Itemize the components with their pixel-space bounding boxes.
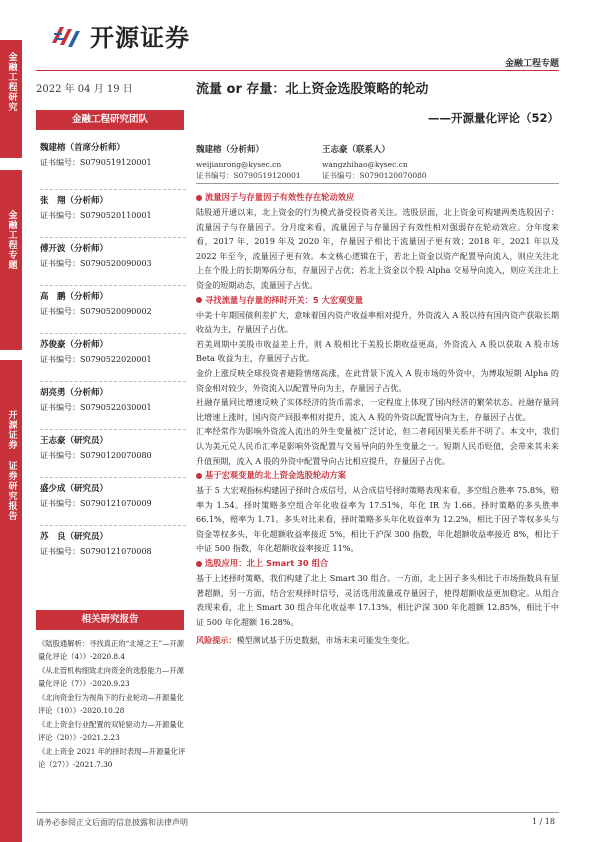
related-report-link[interactable]: 《北上资金 2021 年的择时表现—开源量化评论（27）》-2021.7.30 [38,747,186,769]
analyst-item [40,141,186,189]
body-paragraph: 陆股通开通以来，北上资金的行为模式备受投资者关注。选股层面，北上资金可构建两类选股因子：流量因子与存量因子。分月度来看，流量因子与存量因子有效性相对强弱存在轮动效应。分年度来看，2017 年、2019 年及 2020 年，存量因子相比于流量因子更有效；2018 年、2021 年以及 2022 年至今，流量因子更有效。本文核心逻辑在于，若北上资金以资产配置导向流入，则应关注北上在个股上的长期筹码分布，存量因子占优；若北上资金以个股 Alpha 交易导向流入，则应关注北上资金的短期动态，流量因子占优。 [196,207,559,290]
bullet-icon [196,561,202,567]
author-name: 王志豪（联系人） [322,145,391,155]
body-paragraph: 汇率经常作为影响外资流入流出的外生变量被广泛讨论，但二者间因果关系并不明了。本文中，我们认为美元兑人民币汇率是影响外资配置与交易导向的外生变量之一。短期人民币贬值，会带来其未来升值预期，流入 A 股的外资中配置导向占比相应提升，存量因子占优。 [196,426,559,466]
analyst-cert: 证书编号：S0790520110001 [40,211,152,220]
bullet-icon [196,195,202,201]
analyst-item [40,285,186,333]
footer-disclaimer: 请务必参阅正文后面的信息披露和法律声明 [36,818,188,827]
analyst-name: 苏俊豪（分析师） [40,340,109,350]
section-heading-text: 基于宏观变量的北上资金选股轮动方案 [205,470,347,481]
analyst-item [40,429,186,477]
risk-text: 模型测试基于历史数据，市场未来可能发生变化。 [236,635,415,646]
strip-label-topic: 金融工程专题 [6,210,17,270]
analyst-list [40,137,186,573]
strip-label-report: 开源证券 证券研究报告 [6,410,17,521]
strip-segment-research [0,40,22,158]
logo-text: 开源证券 [90,24,190,52]
section-heading [196,556,559,571]
section-heading-text: 流量因子与存量因子有效性存在轮动效应 [205,192,355,202]
logo-icon [50,21,84,51]
related-report-link[interactable]: 《北上资金行业配置的双轮驱动力—开源量化评论（20）》-2021.2.23 [38,720,184,742]
body-paragraph: 基于 5 大宏观指标构建因子择时合成信号，从合成信号择时策略表现来看，多空组合胜率 75.8%，赔率为 1.54。择时策略多空组合年化收益率为 17.51%，年化 IR 为 1.66。择时策略的多头胜率 66.1%，赔率为 1.71。多头对比来看，择时策略多头年化收益率为 12.2%，相比于因子等权多头与资金等权多头，年化超额收益率接近 5%，相比于沪深 300 指数，年化超额收益率接近 8%，相比于中证 500 指数，年化超额收益率接近 11%。 [196,485,559,554]
report-body [196,190,559,648]
report-subtitle: ——开源量化评论（52） [427,111,559,125]
analyst-item [40,477,186,525]
footer-divider [36,812,559,813]
analyst-cert: 证书编号：S0790121070008 [40,547,152,556]
analyst-cert: 证书编号：S0790519120001 [40,158,152,167]
analyst-cert: 证书编号：S0790121070009 [40,499,152,508]
section-heading [196,293,559,308]
body-paragraph: 中美十年期国债利差扩大，意味着国内资产收益率相对提升，外资流入 A 股以持有国内资产获取长期收益为主，存量因子占优。 [196,309,559,335]
author-cert: 证书编号：S0790120070080 [322,171,427,180]
left-strip [0,0,22,842]
analyst-cert: 证书编号：S0790520090002 [40,307,152,316]
analyst-item [40,381,186,429]
body-paragraph: 基于上述择时策略，我们构建了北上 Smart 30 组合。一方面，北上因子多头相比于市场指数具有显著超额，另一方面，结合宏观择时信号，灵活选用流量或存量因子，使得超额收益更加稳定。从组合表现来看，北上 Smart 30 组合年化收益率 17.13%，相比沪深 300 年化超额 12.85%，相比于中证 500 年化超额 16.28%。 [196,573,559,627]
section-heading-text: 寻找流量与存量的择时开关：5 大宏观变量 [205,294,364,305]
strip-segment-topic [0,170,22,350]
analyst-name: 苏 良（研究员） [40,532,109,542]
related-reports-label: 相关研究报告 [36,610,184,630]
body-paragraph: 社融存量同比增速反映了实体经济的货币需求，一定程度上体现了国内经济的繁荣状态。社融存量同比增速上涨时，国内资产回报率相对提升，流入 A 股的外资以配置导向为主，存量因子占优。 [196,397,559,422]
body-paragraph: 金价上涨反映全球投资者避险情绪高涨，在此背景下流入 A 股市场的外资中，为博取短期 Alpha 的资金相对较少，外资流入以配置导向为主，存量因子占优。 [196,367,559,393]
related-reports-list [38,638,188,773]
analyst-item [40,333,186,381]
author-name: 魏建榕（分析师） [196,145,265,155]
analyst-name: 张 翔（分析师） [40,196,109,206]
analyst-name: 盛少成（研究员） [40,484,109,494]
analyst-name: 王志豪（研究员） [40,436,109,446]
header-divider [36,70,559,71]
risk-label: 风险提示： [196,635,237,646]
section-heading [196,468,559,483]
author-email[interactable]: weijianrong@kysec.cn [196,160,282,169]
analyst-cert: 证书编号：S0790120070080 [40,451,152,460]
author-email[interactable]: wangzhihao@kysec.cn [322,160,408,169]
analyst-item [40,189,186,237]
bullet-icon [196,297,202,303]
strip-label-research: 金融工程研究 [6,52,17,112]
strip-segment-report [0,360,22,842]
analyst-item [40,237,186,285]
company-logo [50,18,190,53]
analyst-name: 高 鹏（分析师） [40,292,109,302]
analyst-cert: 证书编号：S0790520090003 [40,259,152,268]
related-report-link[interactable]: 《陆股通解析：寻找真正的“北境之王”—开源量化评论（4）》-2020.8.4 [38,639,185,661]
analyst-name: 胡亮勇（分析师） [40,388,109,398]
report-date: 2022 年 04 月 19 日 [36,84,133,95]
author-item [322,143,502,181]
analyst-item [40,525,186,573]
report-category: 金融工程专题 [504,59,559,69]
page-number: 1 / 18 [531,817,555,826]
section-heading [196,190,559,205]
analyst-name: 魏建榕（首席分析师） [40,143,126,153]
team-label: 金融工程研究团队 [36,110,184,130]
analyst-cert: 证书编号：S0790522030001 [40,403,152,412]
bullet-icon [196,473,202,479]
analyst-cert: 证书编号：S0790522020001 [40,355,152,364]
risk-warning [196,633,559,648]
author-divider [196,183,559,184]
analyst-name: 傅开波（分析师） [40,244,109,254]
report-title: 流量 or 存量：北上资金选股策略的轮动 [196,82,429,97]
related-report-link[interactable]: 《北向资金行为视角下的行业轮动—开源量化评论（10）》-2020.10.28 [38,693,184,715]
section-heading-text: 选股应用：北上 Smart 30 组合 [205,558,329,569]
author-cert: 证书编号：S0790519120001 [196,171,301,180]
related-report-link[interactable]: 《从北管机构细致北向资金的选股能力—开源量化评论（7）》-2020.9.23 [38,666,184,688]
body-paragraph: 若美周期中美股市收益差上升，则 A 股相比于美股长期收益更高，外资流入 A 股以获取 A 股市场 Beta 收益为主，存量因子占优。 [196,338,559,364]
